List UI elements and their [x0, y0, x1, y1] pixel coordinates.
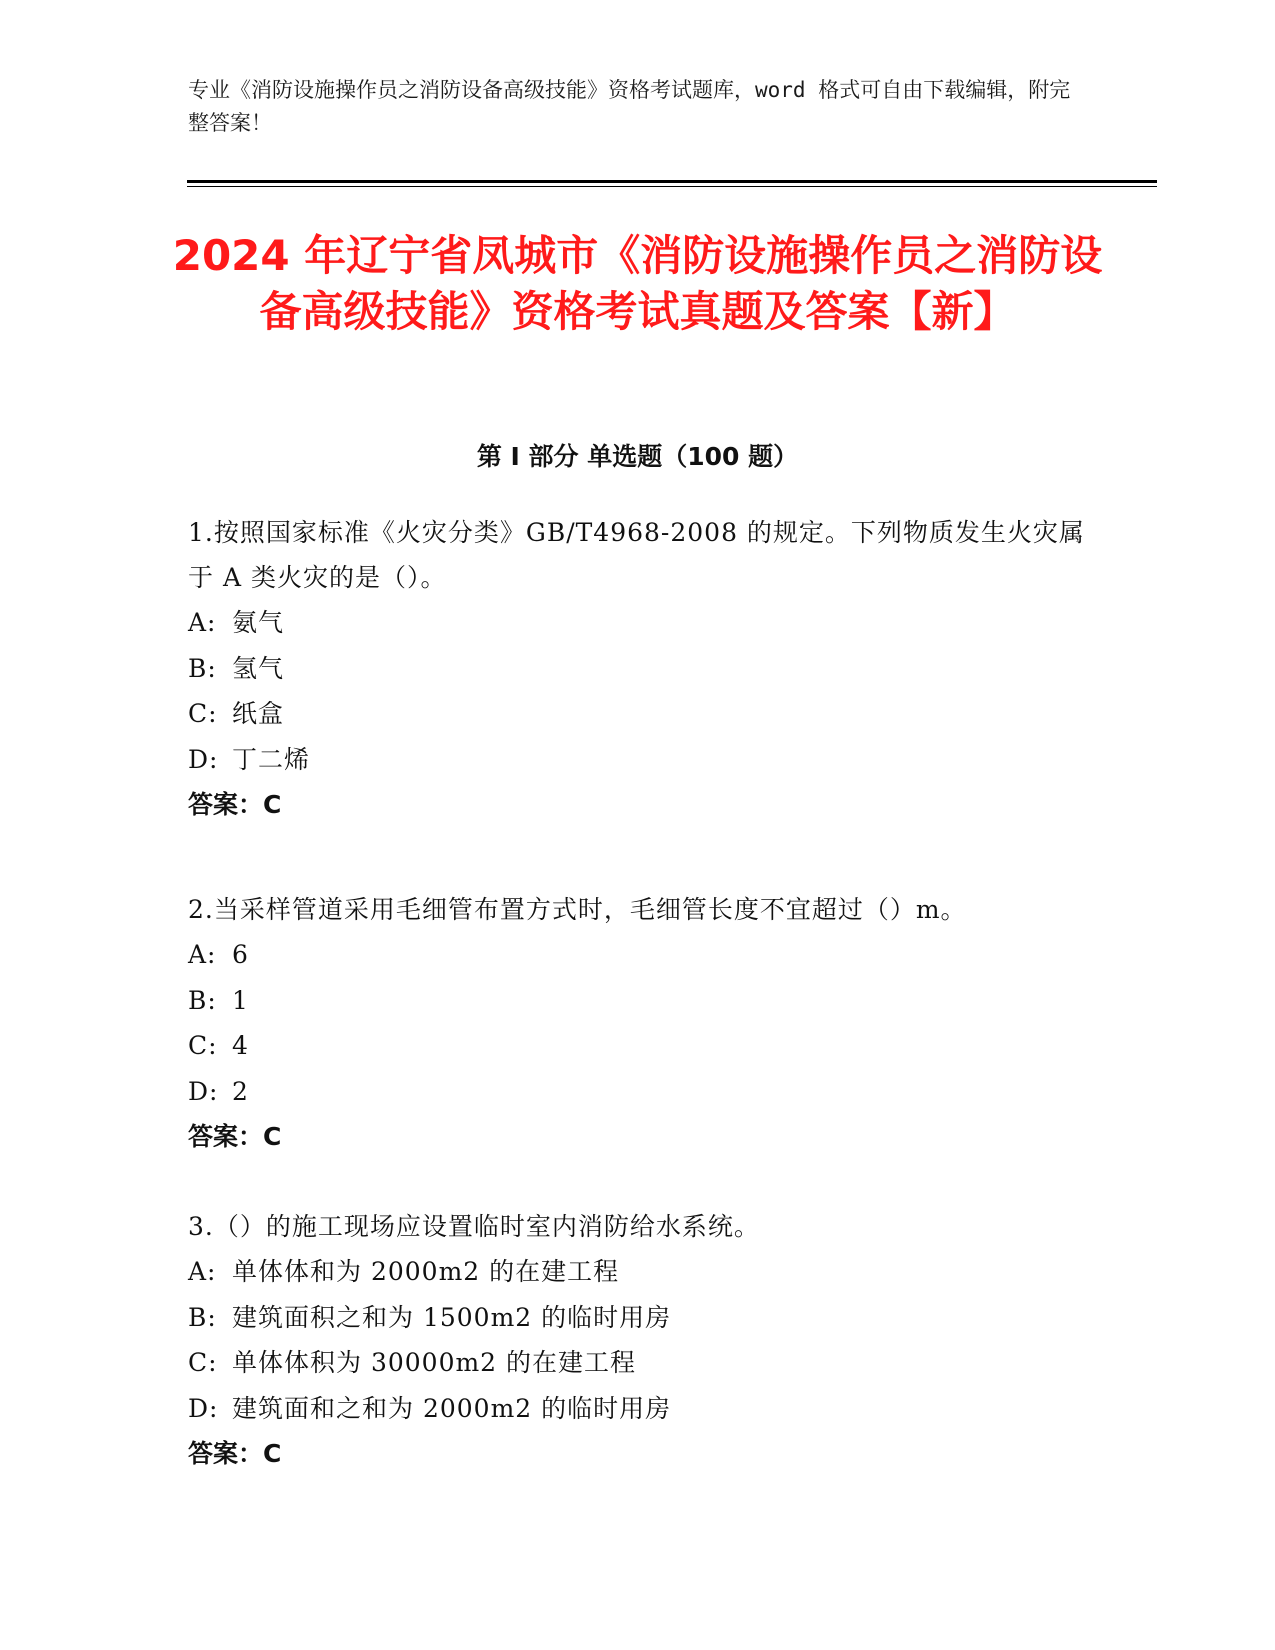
option-text: 4: [232, 1031, 249, 1060]
option-key: A:: [188, 1257, 217, 1286]
question-stem: 1.按照国家标准《火灾分类》GB/T4968-2008 的规定。下列物质发生火灾属于 A 类火灾的是（）。: [188, 518, 1085, 592]
option-text: 1: [232, 985, 249, 1015]
option-d: [188, 1386, 1088, 1432]
option-key: A:: [188, 940, 217, 969]
question-stem: 3.（）的施工现场应设置临时室内消防给水系统。: [188, 1212, 760, 1241]
option-text: 单体体和为 2000m2 的在建工程: [232, 1257, 620, 1286]
option-text: 纸盒: [232, 699, 285, 728]
document-header-note: 专业《消防设施操作员之消防设备高级技能》资格考试题库，word 格式可自由下载编辑，附完整答案！: [188, 78, 1071, 135]
option-b: [188, 646, 1088, 692]
option-c: [188, 1023, 1088, 1069]
option-b: [188, 1295, 1088, 1341]
option-a: [188, 600, 1088, 646]
option-key: B:: [188, 653, 217, 683]
option-text: 丁二烯: [232, 744, 311, 774]
answer-line: 答案：C: [188, 1122, 282, 1151]
option-c: [188, 691, 1088, 737]
option-key: B:: [188, 1302, 217, 1332]
option-key: C:: [188, 1348, 218, 1377]
option-d: [188, 737, 1088, 783]
question-2: [188, 887, 1088, 1160]
option-key: C:: [188, 1031, 218, 1060]
option-a: [188, 932, 1088, 978]
option-a: [188, 1249, 1088, 1295]
option-key: D:: [188, 1076, 219, 1106]
header-rule-thick: [187, 180, 1157, 183]
header-rule-thin: [187, 186, 1157, 187]
option-b: [188, 978, 1088, 1024]
question-stem: 2.当采样管道采用毛细管布置方式时，毛细管长度不宜超过（）m。: [188, 895, 967, 924]
answer-line: 答案：C: [188, 790, 282, 819]
answer-line: 答案：C: [188, 1439, 282, 1468]
option-text: 6: [232, 940, 249, 969]
option-text: 2: [232, 1076, 249, 1106]
option-text: 建筑面积之和为 1500m2 的临时用房: [232, 1302, 672, 1332]
option-key: C:: [188, 699, 218, 728]
option-text: 氢气: [232, 653, 285, 683]
document-title: 2024 年辽宁省凤城市《消防设施操作员之消防设备高级技能》资格考试真题及答案【新】: [172, 231, 1103, 336]
question-3: [188, 1204, 1088, 1477]
option-text: 建筑面和之和为 2000m2 的临时用房: [232, 1393, 672, 1423]
option-d: [188, 1069, 1088, 1115]
option-key: D:: [188, 1393, 219, 1423]
option-key: D:: [188, 744, 219, 774]
option-text: 单体体积为 30000m2 的在建工程: [232, 1348, 637, 1377]
option-key: B:: [188, 985, 217, 1015]
option-c: [188, 1340, 1088, 1386]
question-1: [188, 510, 1088, 828]
section-heading: 第 I 部分 单选题（100 题）: [476, 442, 799, 471]
option-key: A:: [188, 608, 217, 637]
option-text: 氨气: [232, 608, 285, 637]
